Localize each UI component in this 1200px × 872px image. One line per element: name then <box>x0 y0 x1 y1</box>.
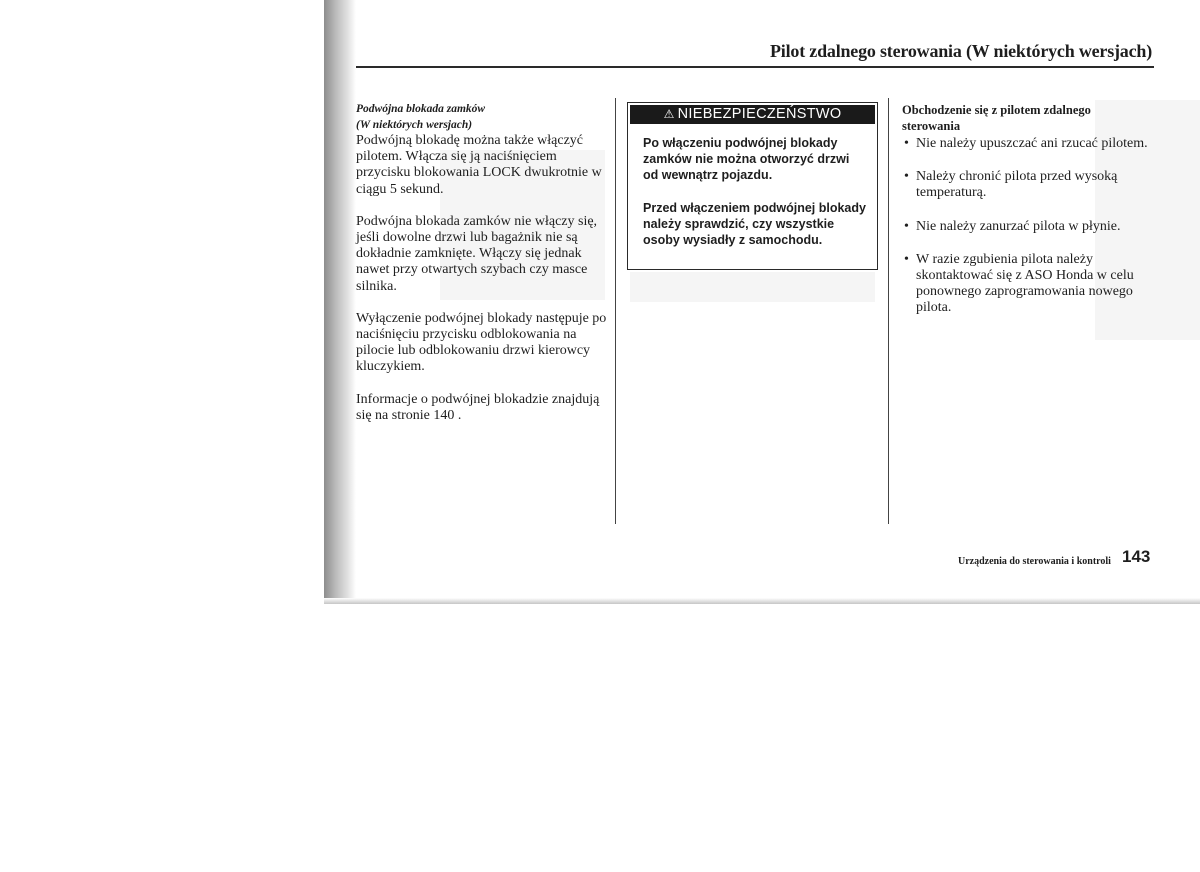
column-divider <box>615 98 616 524</box>
column-divider <box>888 98 889 524</box>
page-number: 143 <box>1122 547 1151 566</box>
bullet-list <box>902 136 1152 317</box>
bullet-icon: • <box>904 218 909 234</box>
page-bottom-edge <box>324 598 1200 604</box>
warning-header <box>630 105 875 124</box>
page-binding-shadow <box>324 0 356 604</box>
section-subheading-note: (W niektórych wersjach) <box>356 119 473 131</box>
list-item <box>902 252 1152 317</box>
warning-paragraph: Przed włączeniem podwójnej blokady należy sprawdzić, czy wszystkie osoby wysiadły z samochodu. <box>643 200 866 248</box>
left-column <box>356 101 608 440</box>
bullet-icon: • <box>904 136 909 151</box>
paragraph: Wyłączenie podwójnej blokady następuje po naciśnięciu przycisku odblokowania na pilocie lub odblokowaniu drzwi kierowcy kluczykiem. <box>356 310 607 375</box>
bullet-icon: • <box>904 169 909 185</box>
bleed-through-image <box>630 272 875 302</box>
right-column <box>902 102 1152 334</box>
paragraph: Podwójna blokada zamków nie włączy się, jeśli dowolne drzwi lub bagażnik nie są dokładnie zamknięte. Włączy się jednak nawet przy otwartych szybach czy masce silnika. <box>356 213 598 294</box>
list-item-text: Należy chronić pilota przed wysoką temperaturą. <box>916 169 1118 201</box>
warning-paragraph: Po włączeniu podwójnej blokady zamków nie można otworzyć drzwi od wewnątrz pojazdu. <box>643 136 850 183</box>
page-title: Pilot zdalnego sterowania (W niektórych wersjach) <box>770 41 1152 61</box>
section-heading-line: Obchodzenie się z pilotem zdalnego <box>902 103 1091 117</box>
list-item <box>902 136 1152 152</box>
list-item <box>902 169 1152 201</box>
warning-title: NIEBEZPIECZEŃSTWO <box>677 106 842 122</box>
warning-triangle-icon: ⚠ <box>663 107 675 121</box>
list-item <box>902 219 1152 235</box>
list-item-text: Nie należy upuszczać ani rzucać pilotem. <box>916 136 1148 151</box>
list-item-text: W razie zgubienia pilota należy skontaktować się z ASO Honda w celu ponownego zaprogramowania nowego pilota. <box>916 251 1134 316</box>
paragraph: Podwójną blokadę można także włączyć pilotem. Włącza się ją naciśnięciem przycisku blokowania LOCK dwukrotnie w ciągu 5 sekund. <box>356 133 602 197</box>
section-subheading: Podwójna blokada zamków <box>356 103 486 115</box>
paragraph-page-reference: Informacje o podwójnej blokadzie znajdują się na stronie 140 . <box>356 391 600 423</box>
list-item-text: Nie należy zanurzać pilota w płynie. <box>916 218 1121 234</box>
bullet-icon: • <box>904 251 909 267</box>
section-heading <box>902 102 1152 134</box>
footer-section-label: Urządzenia do sterowania i kontroli <box>958 556 1111 567</box>
danger-warning-box <box>627 102 878 270</box>
title-rule <box>356 66 1154 68</box>
warning-body <box>643 135 867 264</box>
section-heading-line: sterowania <box>902 119 961 133</box>
